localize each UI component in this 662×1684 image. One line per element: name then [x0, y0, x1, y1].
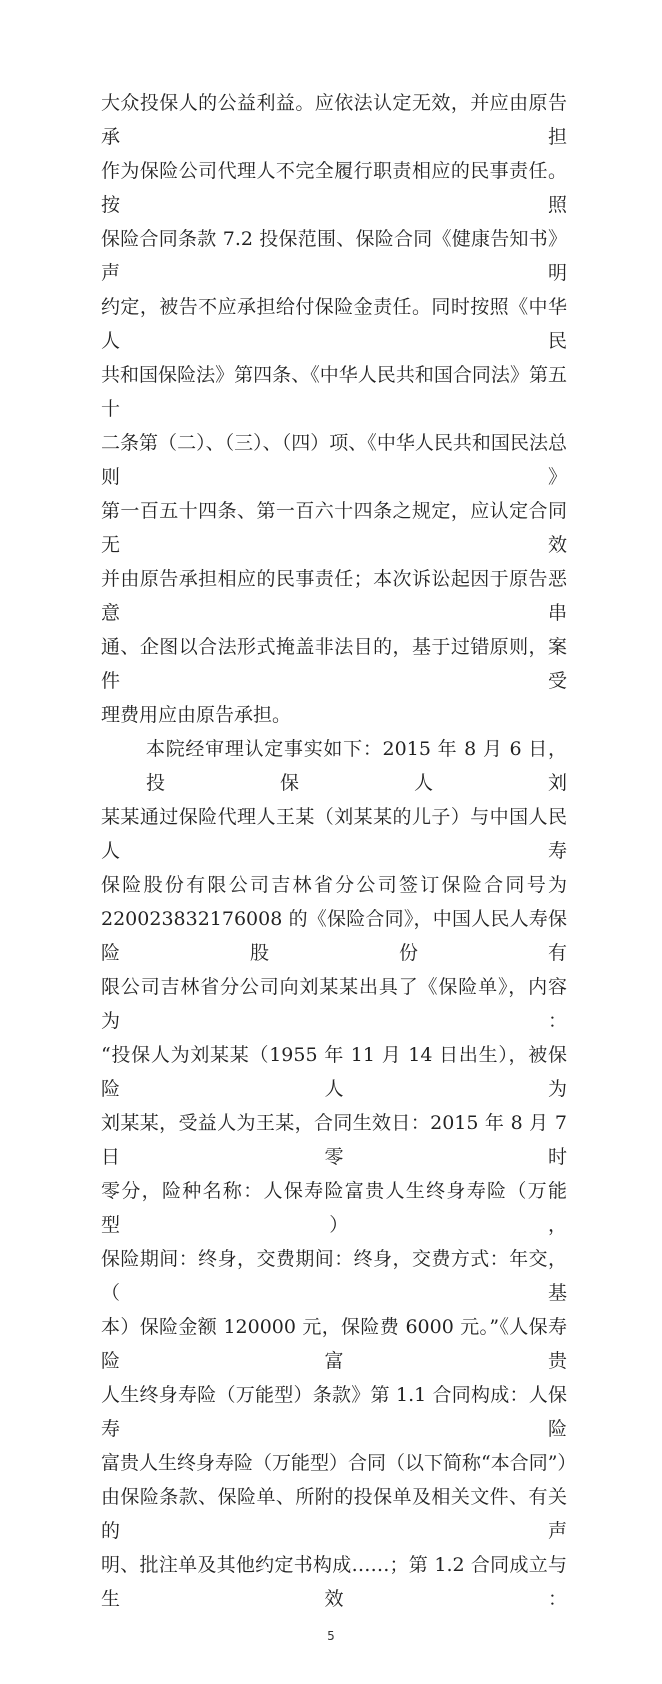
text-line: 共和国保险法》第四条、《中华人民共和国合同法》第五十: [101, 364, 567, 420]
text-line: 220023832176008 的《保险合同》，中国人民人寿保险股份有: [101, 908, 567, 964]
text-line: 限公司吉林省分公司向刘某某出具了《保险单》，内容为：: [101, 976, 567, 1032]
paragraph-start-line: 本院经审理认定事实如下：2015 年 8 月 6 日，投保人刘: [146, 738, 567, 794]
text-line: 并由原告承担相应的民事责任；本次诉讼起因于原告恶意串: [101, 568, 567, 624]
page-number: 5: [327, 1629, 335, 1643]
text-line: 约定，被告不应承担给付保险金责任。同时按照《中华人民: [101, 296, 567, 352]
text-line: 大众投保人的公益利益。应依法认定无效，并应由原告承担: [101, 92, 567, 148]
text-line: 保险股份有限公司吉林省分公司签订保险合同号为: [101, 874, 567, 896]
text-line: 保险合同条款 7.2 投保范围、保险合同《健康告知书》声明: [101, 228, 567, 284]
text-line: 作为保险公司代理人不完全履行职责相应的民事责任。按照: [101, 160, 567, 216]
text-line: 理费用应由原告承担。: [101, 704, 292, 726]
text-line: 零分，险种名称：人保寿险富贵人生终身寿险（万能型），: [101, 1180, 567, 1236]
text-line: 富贵人生终身寿险（万能型）合同（以下简称“本合同”）: [101, 1452, 577, 1474]
text-line: 人生终身寿险（万能型）条款》第 1.1 合同构成：人保寿险: [101, 1384, 567, 1440]
text-line: 由保险条款、保险单、所附的投保单及相关文件、有关的声: [101, 1486, 567, 1542]
text-line: 刘某某，受益人为王某，合同生效日：2015 年 8 月 7 日零时: [101, 1112, 567, 1168]
text-line: 保险期间：终身，交费期间：终身，交费方式：年交，（基: [101, 1248, 567, 1304]
text-line: “投保人为刘某某（1955 年 11 月 14 日出生），被保险人为: [101, 1044, 567, 1100]
text-line: 明、批注单及其他约定书构成……；第 1.2 合同成立与生效：: [101, 1554, 567, 1610]
text-line: 第一百五十四条、第一百六十四条之规定，应认定合同无效: [101, 500, 567, 556]
text-line: 本）保险金额 120000 元，保险费 6000 元。”《人保寿险富贵: [101, 1316, 567, 1372]
text-line: 通、企图以合法形式掩盖非法目的，基于过错原则，案件受: [101, 636, 567, 692]
document-body: [101, 86, 577, 1616]
text-line: 二条第（二）、（三）、（四）项、《中华人民共和国民法总则》: [101, 432, 567, 488]
text-line: 某某通过保险代理人王某（刘某某的儿子）与中国人民人寿: [101, 806, 567, 862]
